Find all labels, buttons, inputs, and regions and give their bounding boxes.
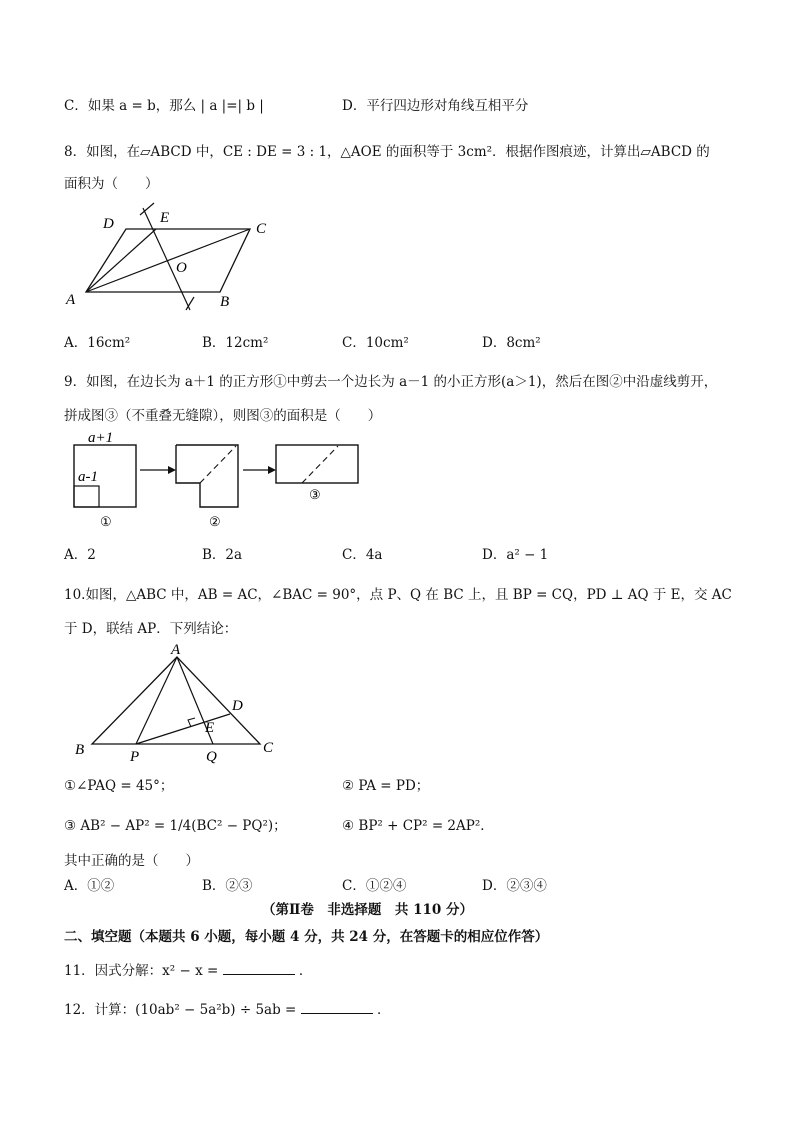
figure-1-label: ① — [100, 514, 112, 529]
q12-end: ． — [376, 1002, 391, 1018]
q11-answer-blank[interactable] — [223, 962, 295, 975]
label-b: B — [220, 294, 230, 310]
figure-3-label: ③ — [309, 487, 321, 502]
segment-ap — [136, 657, 177, 744]
q10-option-a: A．①② — [64, 878, 115, 894]
label-e: E — [160, 210, 170, 226]
construction-arc-top — [140, 203, 154, 215]
label-c: C — [256, 221, 267, 237]
label-q: Q — [206, 749, 217, 765]
arrow-2-head — [268, 466, 276, 474]
q9-option-a: A．2 — [64, 547, 96, 563]
small-square — [74, 486, 99, 507]
label-o: O — [176, 260, 187, 276]
q7-option-d: D．平行四边形对角线互相平分 — [342, 98, 529, 114]
q9-stem-line2: 拼成图③（不重叠无缝隙），则图③的面积是（ ） — [64, 408, 382, 424]
label-a: A — [66, 292, 76, 308]
label-a-minus-1: a-1 — [78, 469, 98, 485]
q12 — [64, 1001, 390, 1019]
label-d: D — [103, 216, 114, 232]
label-d: D — [232, 698, 243, 714]
l-shape — [176, 445, 238, 507]
segment-pd — [136, 714, 230, 744]
q10-conclusion-1: ①∠PAQ = 45°； — [64, 778, 174, 794]
arrow-1-head — [168, 466, 176, 474]
q8-stem-line1: 8．如图，在▱ABCD 中，CE : DE = 3 : 1，△AOE 的面积等于 3cm²．根据作图痕迹，计算出▱ABCD 的 — [64, 144, 710, 160]
q10-option-c: C．①②④ — [342, 878, 407, 894]
q10-conclusion-2: ② PA = PD； — [342, 778, 430, 794]
q10-prompt: 其中正确的是（ ） — [64, 853, 199, 869]
label-e: E — [205, 720, 215, 736]
seam-dashed-line — [302, 446, 338, 483]
q10-conclusion-4: ④ BP² + CP² = 2AP²． — [342, 818, 494, 834]
section-2-heading: 二、填空题（本题共 6 小题，每小题 4 分，共 24 分，在答题卡的相应位作答） — [64, 929, 549, 945]
q8-parallelogram-figure — [60, 198, 290, 318]
q9-stem-line1: 9．如图，在边长为 a＋1 的正方形①中剪去一个边长为 a－1 的小正方形(a＞1)，然后在图②中沿虚线剪开， — [64, 374, 718, 390]
q12-stem: 12．计算：(10ab² − 5a²b) ÷ 5ab = — [64, 1002, 297, 1018]
q8-stem-line2: 面积为（ ） — [64, 176, 159, 192]
q9-option-b: B．2a — [202, 547, 243, 563]
q11-stem: 11．因式分解：x² − x = — [64, 963, 219, 979]
q7-option-c: C．如果 a = b，那么 | a |=| b | — [64, 98, 264, 114]
q10-conclusion-3: ③ AB² − AP² = 1/4(BC² − PQ²)； — [64, 818, 287, 834]
label-a: A — [171, 642, 181, 658]
q8-option-c: C．10cm² — [342, 335, 409, 351]
q10-stem-line2: 于 D，联结 AP．下列结论： — [64, 621, 238, 637]
q8-option-a: A．16cm² — [64, 335, 131, 351]
cut-dashed-line — [200, 446, 236, 483]
diagonal-ac — [86, 229, 250, 292]
q10-stem-line1: 10.如图，△ABC 中，AB = AC，∠BAC = 90°，点 P、Q 在 BC 上，且 BP = CQ，PD ⊥ AQ 于 E，交 AC — [64, 587, 732, 603]
segment-ae — [86, 229, 156, 292]
q8-option-b: B．12cm² — [202, 335, 269, 351]
q8-option-d: D．8cm² — [482, 335, 541, 351]
part2-title: （第Ⅱ卷 非选择题 共 110 分） — [262, 902, 473, 918]
q12-answer-blank[interactable] — [301, 1001, 373, 1014]
q11-end: ． — [298, 963, 313, 979]
q10-option-d: D．②③④ — [482, 878, 547, 894]
label-a-plus-1: a+1 — [88, 430, 114, 446]
label-p: P — [130, 749, 140, 765]
figure-2-label: ② — [209, 514, 221, 529]
q10-triangle-figure — [70, 640, 290, 768]
q11 — [64, 962, 312, 980]
q9-option-d: D．a² − 1 — [482, 547, 549, 563]
rectangle — [276, 445, 358, 483]
q10-option-b: B．②③ — [202, 878, 253, 894]
label-b: B — [75, 742, 85, 758]
q9-option-c: C．4a — [342, 547, 383, 563]
label-c: C — [263, 740, 274, 756]
q9-square-figures — [70, 428, 370, 532]
